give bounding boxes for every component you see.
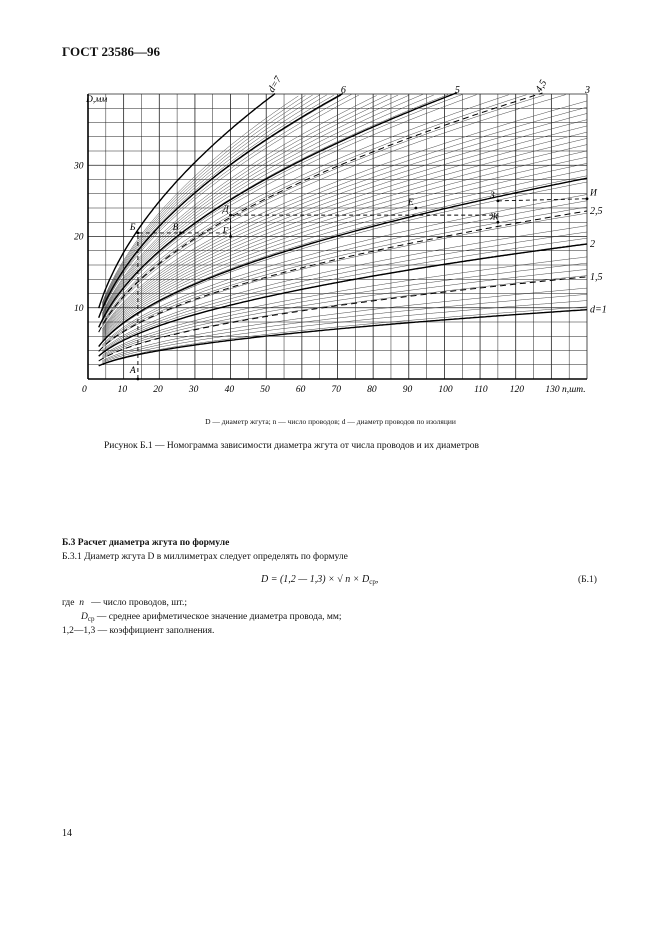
annotation-point [415, 207, 418, 210]
figure-legend: D — диаметр жгута; n — число проводов; d — диаметр проводов по изоляции [205, 417, 456, 426]
aux-curve [102, 195, 587, 345]
curve-label-d=3: 3 [585, 85, 590, 96]
x-tick-label: 130 n,шт. [545, 385, 586, 395]
construction-line [231, 215, 498, 236]
x-tick-label: 70 [331, 385, 341, 395]
aux-curve [102, 301, 587, 363]
annotation-label: А [129, 366, 136, 376]
where-symbol: n [79, 598, 84, 608]
document-header: ГОСТ 23586—96 [62, 44, 161, 59]
curve-label-d=1.5: 1,5 [590, 271, 603, 283]
construction-line [498, 199, 587, 201]
aux-curve [102, 151, 587, 338]
formula-expression: D = (1,2 — 1,3) × √ n × D [261, 574, 370, 585]
x-tick-label: 100 [438, 385, 453, 395]
curve-label-d=4.5: 4,5 [533, 78, 550, 95]
annotation-label: И [590, 188, 597, 199]
where-symbol: D [81, 612, 88, 622]
aux-curve [102, 95, 433, 319]
aux-curve [102, 95, 409, 316]
where-text: — число проводов, шт.; [91, 598, 187, 608]
where-row-3 [62, 626, 214, 636]
where-subscript: ср [87, 615, 95, 623]
where-symbol: 1,2—1,3 [62, 626, 96, 636]
curve-label-d=5: 5 [454, 85, 460, 96]
figure-caption: Рисунок Б.1 — Номограмма зависимости диаметра жгута от числа проводов и их диаметров [104, 441, 479, 451]
aux-curve [102, 238, 587, 352]
y-tick-label: 30 [74, 161, 84, 172]
annotation-point [179, 232, 182, 235]
annotation-point [586, 197, 589, 200]
annotation-label: Е [407, 198, 414, 208]
where-text: — среднее арифметическое значение диаметра провода, мм; [96, 612, 342, 622]
section-title: Б.3 Расчет диаметра жгута по формуле [62, 538, 230, 548]
equation-number: (Б.1) [578, 575, 597, 585]
curve-d=1 [99, 310, 587, 366]
curve-label-d=2.5: 2,5 [590, 206, 603, 218]
curve-d=4.5 [99, 93, 543, 332]
x-tick-label: 50 [260, 385, 270, 395]
annotation-point [229, 214, 232, 217]
curve-label-d=7: d=7 [266, 74, 285, 95]
curve-d=2 [99, 244, 587, 356]
annotation-point [137, 232, 140, 235]
where-row-2 [81, 612, 342, 623]
aux-curve [102, 95, 508, 324]
where-text: — коэффициент заполнения. [97, 626, 215, 636]
y-tick-label: 20 [74, 232, 84, 243]
page-number: 14 [62, 828, 72, 839]
y-tick-label: 10 [74, 303, 84, 314]
annotation-label: В [172, 222, 179, 233]
annotation-label: З [489, 190, 495, 201]
where-row-1 [62, 598, 187, 608]
aux-curve [102, 96, 341, 310]
curve-label-d=6: 6 [340, 85, 346, 96]
x-tick-label: 40 [224, 385, 235, 395]
section-paragraph: Б.3.1 Диаметр жгута D в миллиметрах следует определять по формуле [62, 552, 348, 562]
aux-curve [102, 96, 376, 314]
formula [261, 574, 378, 586]
x-tick-label: 120 [509, 385, 524, 395]
x-tick-label: 90 [402, 385, 413, 395]
aux-curve [102, 95, 398, 315]
curve-label-d=2: 2 [590, 238, 595, 250]
x-tick-label: 10 [117, 385, 128, 395]
x-tick-label: 30 [188, 385, 199, 395]
annotation-label: Д [222, 205, 229, 216]
nomogram-chart [60, 74, 607, 412]
where-prefix: где [62, 598, 75, 608]
annotation-label: Г [222, 226, 228, 237]
chart-labels [73, 74, 607, 395]
formula-end: , [375, 574, 379, 585]
curve-label-d=1: d=1 [590, 304, 607, 316]
x-tick-label: 60 [295, 385, 306, 395]
annotation-point [496, 199, 499, 202]
formula-subscript: ср [369, 578, 376, 586]
aux-curve [102, 288, 587, 361]
annotation-label: Ж [489, 212, 499, 223]
annotation-point [137, 378, 140, 381]
aux-curve [102, 226, 587, 350]
x-tick-label: 0 [82, 385, 87, 395]
x-tick-label: 80 [367, 385, 377, 395]
x-tick-label: 110 [474, 385, 488, 395]
annotation-label: Б [129, 222, 136, 233]
x-tick-label: 20 [153, 385, 163, 395]
aux-curve [102, 232, 587, 351]
y-axis-title: D,мм [86, 95, 108, 105]
annotation-point [229, 235, 232, 238]
aux-curve [102, 95, 544, 326]
